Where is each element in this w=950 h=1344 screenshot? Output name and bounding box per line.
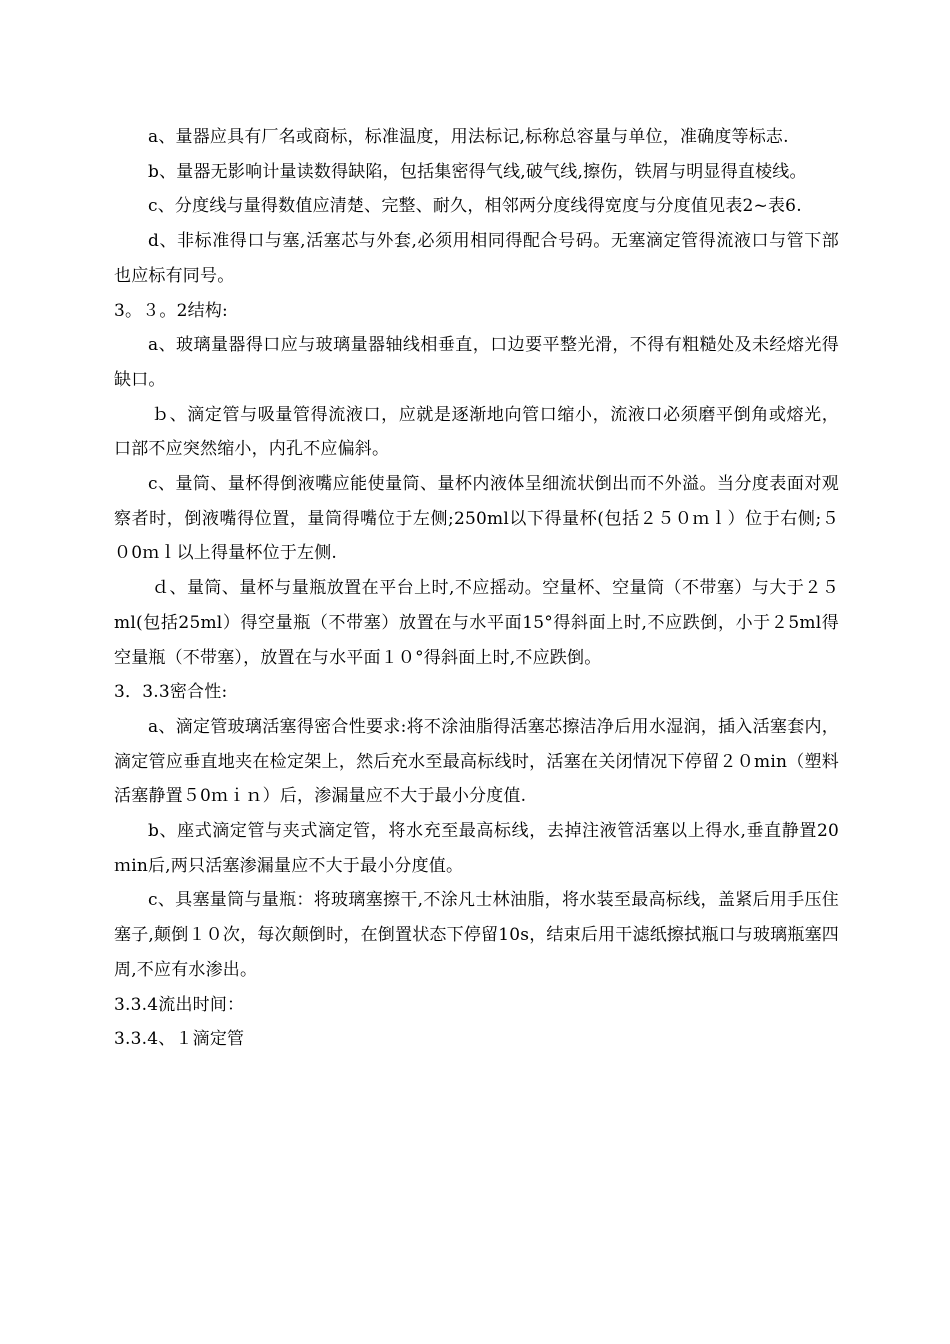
section-heading-structure: 3。３。2结构: [114, 300, 228, 321]
paragraph-stopcock-tightness: a、滴定管玻璃活塞得密合性要求:将不涂油脂得活塞芯擦洁净后用水湿润，插入活塞套内，滴定管应垂直地夹在检定架上，然后充水至最高标线时，活塞在关闭情况下停留２０min（塑料活塞静置５0ｍｉｎ）后，渗漏量应不大于最小分度值. [114, 716, 839, 807]
paragraph-defect-requirements: b、量器无影响计量读数得缺陷，包括集密得气线,破气线,擦伤，铁屑与明显得直棱线。 [148, 161, 807, 182]
paragraph-marking-requirements: a、量器应具有厂名或商标，标准温度，用法标记,标称总容量与单位，准确度等标志. [148, 127, 789, 147]
section-heading-burette: 3.3.4、１滴定管 [114, 1029, 245, 1050]
paragraph-spout-position: c、量筒、量杯得倒液嘴应能使量筒、量杯内液体呈细流状倒出而不外溢。当分度表面对观察者时，倒液嘴得位置，量筒得嘴位于左侧;250ml以下得量杯(包括２５０ｍｌ）位于右侧;５０0ｍｌ以上得量杯位于左侧. [114, 474, 839, 564]
section-heading-tightness: 3．3.3密合性: [114, 682, 228, 703]
document-body [114, 120, 839, 1057]
section-heading-outflow-time: 3.3.4流出时间： [114, 994, 245, 1015]
paragraph-stopper-tightness: c、具塞量筒与量瓶：将玻璃塞擦干,不涂凡士林油脂，将水装至最高标线，盖紧后用手压住塞子,颠倒１０次，每次颠倒时，在倒置状态下停留10s，结束后用干滤纸擦拭瓶口与玻璃瓶塞四周,不应有水渗出。 [114, 890, 839, 980]
paragraph-mouth-structure: a、玻璃量器得口应与玻璃量器轴线相垂直，口边要平整光滑，不得有粗糙处及未经熔光得缺口。 [114, 335, 839, 390]
paragraph-burette-tightness: b、座式滴定管与夹式滴定管，将水充至最高标线，去掉注液管活塞以上得水,垂直静置20ｍin后,两只活塞渗漏量应不大于最小分度值。 [114, 821, 839, 876]
paragraph-tip-structure: ｂ、滴定管与吸量管得流液口，应就是逐渐地向管口缩小，流液口必须磨平倒角或熔光，口部不应突然缩小，内孔不应偏斜。 [114, 404, 839, 460]
paragraph-matching-numbers: d、非标准得口与塞,活塞芯与外套,必须用相同得配合号码。无塞滴定管得流液口与管下部也应标有同号。 [114, 231, 839, 286]
paragraph-graduation-lines: c、分度线与量得数值应清楚、完整、耐久，相邻两分度线得宽度与分度值见表2~表6. [148, 196, 802, 217]
paragraph-stability: ｄ、量筒、量杯与量瓶放置在平台上时,不应摇动。空量杯、空量筒（不带塞）与大于２５ml(包括25ml）得空量瓶（不带塞）放置在与水平面15°得斜面上时,不应跌倒，小于２5ml得空量瓶（不带塞），放置在与水平面１０°得斜面上时,不应跌倒。 [114, 578, 839, 668]
